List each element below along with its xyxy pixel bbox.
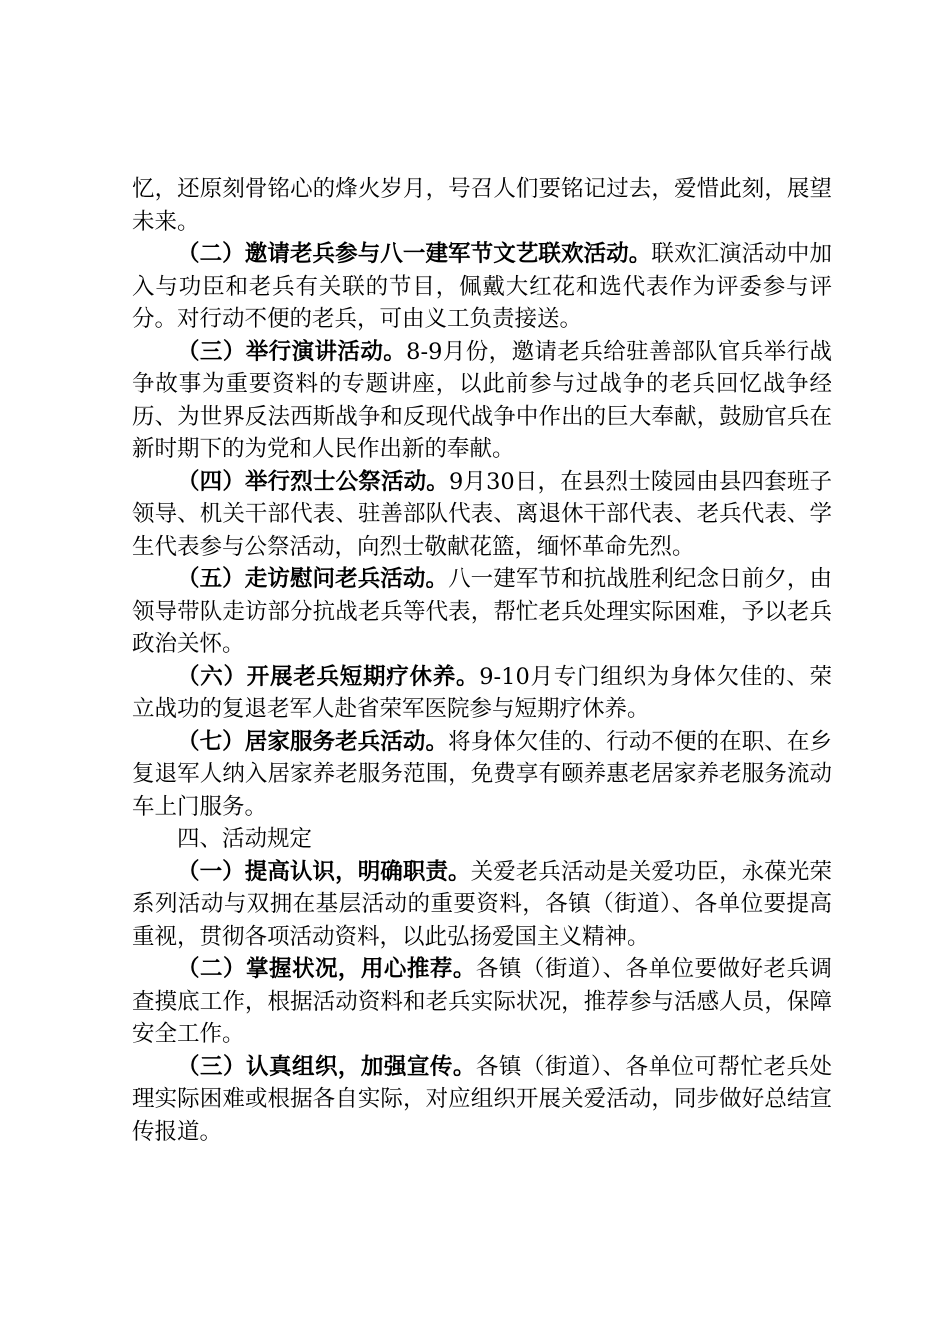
section-heading: 四、活动规定	[177, 826, 313, 852]
activity-item-7	[132, 726, 832, 824]
activity-title: （四）举行烈士公祭活动。	[177, 468, 449, 495]
activity-text: 联欢汇演活动中加入与功臣和老兵有关联的节目，佩戴大红花和选代表作为评委参与评分。对行动不便的老兵，可由义工负责接送。	[132, 241, 832, 332]
rule-item-3	[132, 1051, 832, 1149]
activity-title: （五）走访慰问老兵活动。	[177, 566, 449, 592]
activity-item-4	[132, 466, 832, 564]
activity-title: （三）举行演讲活动。	[177, 338, 407, 365]
rule-title: （一）提高认识，明确职责。	[177, 858, 471, 885]
activity-title: （七）居家服务老兵活动。	[177, 728, 449, 755]
activity-item-5	[132, 563, 832, 661]
activity-text: 八一建军节和抗战胜利纪念日前夕，由领导带队走访部分抗战老兵等代表，帮忙老兵处理实际困难，予以老兵政治关怀。	[132, 566, 832, 657]
activity-title: （六）开展老兵短期疗休养。	[177, 663, 480, 690]
activity-text: 9月30日，在县烈士陵园由县四套班子领导、机关干部代表、驻善部队代表、离退休干部代表、老兵代表、学生代表参与公祭活动，向烈士敬献花篮，缅怀革命先烈。	[132, 468, 832, 560]
activity-item-2	[132, 238, 832, 336]
activity-text: 9-10月专门组织为身体欠佳的、荣立战功的复退老军人赴省荣军医院参与短期疗休养。	[132, 663, 832, 722]
paragraph-continuation	[132, 173, 832, 238]
rule-item-1	[132, 856, 832, 954]
rule-text: 关爱老兵活动是关爱功臣，永葆光荣系列活动与双拥在基层活动的重要资料，各镇（街道）、各单位要提高重视，贯彻各项活动资料，以此弘扬爱国主义精神。	[132, 858, 832, 950]
activity-text: 将身体欠佳的、行动不便的在职、在乡复退军人纳入居家养老服务范围，免费享有颐养惠老居家养老服务流动车上门服务。	[132, 728, 832, 820]
rule-item-2	[132, 953, 832, 1051]
activity-item-3	[132, 336, 832, 466]
rule-text: 各镇（街道）、各单位要做好老兵调查摸底工作，根据活动资料和老兵实际状况，推荐参与活感人员，保障安全工作。	[132, 956, 832, 1047]
paragraph-text: 忆，还原刻骨铭心的烽火岁月，号召人们要铭记过去，爱惜此刻，展望未来。	[132, 176, 832, 235]
document-body	[132, 173, 832, 1148]
activity-title: （二）邀请老兵参与八一建军节文艺联欢活动。	[177, 241, 652, 267]
activity-text: 8-9月份，邀请老兵给驻善部队官兵举行战争故事为重要资料的专题讲座，以此前参与过战争的老兵回忆战争经历、为世界反法西斯战争和反现代战争中作出的巨大奉献，鼓励官兵在新时期下的为党和人民作出新的奉献。	[132, 338, 832, 462]
rule-title: （二）掌握状况，用心推荐。	[177, 956, 476, 982]
activity-item-6	[132, 661, 832, 726]
rule-title: （三）认真组织，加强宣传。	[177, 1053, 476, 1080]
rule-text: 各镇（街道）、各单位可帮忙老兵处理实际困难或根据各自实际，对应组织开展关爱活动，同步做好总结宣传报道。	[132, 1053, 832, 1145]
